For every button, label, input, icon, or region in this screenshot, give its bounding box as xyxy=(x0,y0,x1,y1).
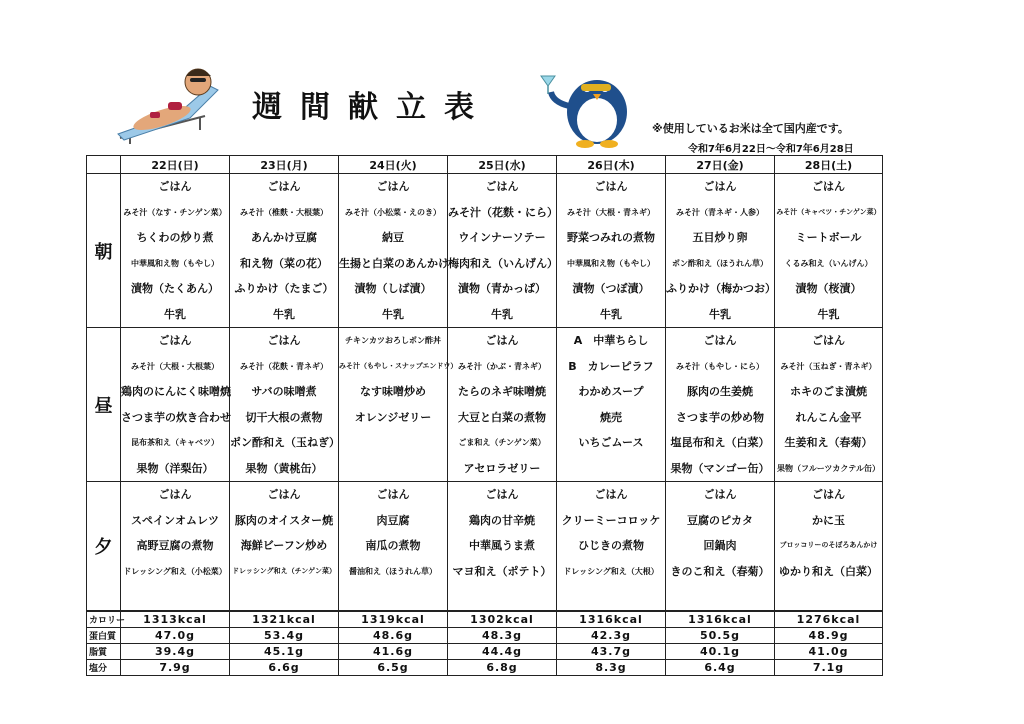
menu-item: 生揚と白菜のあんかけ xyxy=(339,256,449,270)
menu-item: あんかけ豆腐 xyxy=(251,231,317,244)
nutrition-row-calories xyxy=(87,611,883,628)
menu-cell xyxy=(775,174,883,328)
menu-item: 牛乳 xyxy=(273,307,295,321)
menu-item: ごはん xyxy=(485,488,519,501)
menu-item: 昆布茶和え（キャベツ） xyxy=(131,438,219,447)
nutrition-label: カロリー xyxy=(87,611,121,628)
menu-item: れんこん金平 xyxy=(795,410,862,424)
day-header: 26日(木) xyxy=(557,156,666,174)
menu-item: マヨ和え（ポテト） xyxy=(452,564,552,578)
menu-item: みそ汁（なす・チンゲン菜） xyxy=(123,207,227,217)
nutrition-value: 1316kcal xyxy=(666,611,775,628)
menu-item: ごはん xyxy=(703,180,737,193)
menu-item: 中華風うま煮 xyxy=(469,539,535,552)
menu-item: みそ汁（大根・青ネギ） xyxy=(567,207,655,217)
menu-item: みそ汁（花麩・にら） xyxy=(448,205,558,219)
nutrition-value: 41.0g xyxy=(775,643,883,659)
nutrition-value: 48.3g xyxy=(448,627,557,643)
menu-item: アセロラゼリー xyxy=(463,461,541,475)
menu-item: 牛乳 xyxy=(382,307,404,321)
nutrition-value: 47.0g xyxy=(121,627,230,643)
menu-cell xyxy=(448,482,557,611)
menu-item: いちごムース xyxy=(578,436,644,449)
nutrition-value: 6.4g xyxy=(666,659,775,675)
day-header: 22日(日) xyxy=(121,156,230,174)
menu-item: なす味噌炒め xyxy=(360,385,426,398)
dinner-row xyxy=(87,482,883,611)
nutrition-row-protein xyxy=(87,627,883,643)
meal-label-breakfast: 朝 xyxy=(87,174,121,328)
nutrition-value: 7.1g xyxy=(775,659,883,675)
menu-item: 高野豆腐の煮物 xyxy=(136,539,214,552)
nutrition-value: 53.4g xyxy=(230,627,339,643)
menu-item: 中華風和え物（もやし） xyxy=(567,258,655,268)
nutrition-value: 48.6g xyxy=(339,627,448,643)
menu-item: 海鮮ビーフン炒め xyxy=(240,539,328,552)
menu-item: 漬物（たくあん） xyxy=(131,282,219,295)
menu-item: ごはん xyxy=(703,334,737,347)
nutrition-value: 1316kcal xyxy=(557,611,666,628)
menu-item: ごはん xyxy=(812,488,845,501)
day-header: 24日(火) xyxy=(339,156,448,174)
nutrition-value: 1321kcal xyxy=(230,611,339,628)
menu-item: ドレッシング和え（小松菜） xyxy=(123,566,227,576)
menu-item: 牛乳 xyxy=(164,307,186,321)
menu-item: ドレッシング和え（大根） xyxy=(563,566,659,576)
menu-item: ちくわの炒り煮 xyxy=(136,231,214,244)
menu-item xyxy=(557,456,665,482)
menu-item: みそ汁（かぶ・青ネギ） xyxy=(458,361,546,371)
menu-cell xyxy=(448,328,557,482)
menu-item: くるみ和え（いんげん） xyxy=(784,258,873,268)
menu-cell xyxy=(339,482,448,611)
menu-item: かに玉 xyxy=(812,513,845,527)
menu-item: 牛乳 xyxy=(817,307,840,321)
menu-item: チキンカツおろしポン酢丼 xyxy=(345,336,441,345)
menu-item: 鶏肉のにんにく味噌焼 xyxy=(121,385,231,398)
menu-item xyxy=(775,584,882,610)
menu-item: 漬物（桜漬） xyxy=(795,282,862,295)
menu-item: サバの味噌煮 xyxy=(251,385,317,398)
menu-item: 焼売 xyxy=(600,410,622,424)
penguin-illustration xyxy=(535,62,645,152)
menu-item: 豚肉のオイスター焼 xyxy=(234,513,334,527)
menu-item: 和え物（菜の花） xyxy=(240,256,328,270)
menu-item: 生姜和え（春菊） xyxy=(784,436,873,449)
menu-item: 果物（フルーツカクテル缶） xyxy=(777,463,880,473)
menu-cell xyxy=(121,482,230,611)
menu-item: 南瓜の煮物 xyxy=(365,539,421,552)
nutrition-value: 1302kcal xyxy=(448,611,557,628)
menu-item: わかめスープ xyxy=(578,385,644,398)
nutrition-label: 脂質 xyxy=(87,643,121,659)
menu-item: 切干大根の煮物 xyxy=(245,410,323,424)
menu-item: ゆかり和え（白菜） xyxy=(779,564,878,578)
menu-item: B カレーピラフ xyxy=(568,359,654,373)
nutrition-value: 42.3g xyxy=(557,627,666,643)
nutrition-row-fat xyxy=(87,643,883,659)
breakfast-row xyxy=(87,174,883,328)
menu-cell xyxy=(230,328,339,482)
menu-item: 牛乳 xyxy=(709,307,731,321)
menu-item: 塩昆布和え（白菜） xyxy=(670,436,770,449)
meal-label-dinner: 夕 xyxy=(87,482,121,611)
menu-item: ごはん xyxy=(594,488,628,501)
menu-item: 五目炒り卵 xyxy=(692,231,748,244)
menu-item: たらのネギ味噌焼 xyxy=(458,385,546,398)
nutrition-label: 塩分 xyxy=(87,659,121,675)
menu-item: ごはん xyxy=(158,488,192,501)
nutrition-value: 39.4g xyxy=(121,643,230,659)
menu-item: 中華風和え物（もやし） xyxy=(131,258,219,268)
nutrition-value: 6.6g xyxy=(230,659,339,675)
nutrition-value: 41.6g xyxy=(339,643,448,659)
menu-item xyxy=(230,584,338,610)
day-header: 23日(月) xyxy=(230,156,339,174)
menu-item: 果物（黄桃缶） xyxy=(245,461,323,475)
menu-cell xyxy=(339,328,458,482)
weekly-menu-table xyxy=(86,155,883,676)
menu-item: ごはん xyxy=(485,180,519,193)
menu-item: ごはん xyxy=(267,180,301,193)
nutrition-value: 50.5g xyxy=(666,627,775,643)
nutrition-value: 44.4g xyxy=(448,643,557,659)
menu-item: 鶏肉の甘辛焼 xyxy=(469,513,535,527)
nutrition-value: 43.7g xyxy=(557,643,666,659)
nutrition-label: 蛋白質 xyxy=(87,627,121,643)
menu-item: ごはん xyxy=(703,488,737,501)
menu-item: 漬物（つぼ漬） xyxy=(572,282,650,295)
menu-cell xyxy=(121,328,230,482)
menu-item: ごはん xyxy=(812,334,845,347)
menu-item: A 中華ちらし xyxy=(573,334,649,347)
nutrition-value: 6.5g xyxy=(339,659,448,675)
menu-item: みそ汁（大根・大根葉） xyxy=(131,361,219,371)
nutrition-row-salt xyxy=(87,659,883,675)
menu-item: 漬物（しば漬） xyxy=(354,282,432,295)
menu-item: 醤油和え（ほうれん草） xyxy=(349,566,437,576)
menu-item: ごはん xyxy=(376,488,410,501)
menu-item: ごま和え（チンゲン菜） xyxy=(458,438,546,447)
menu-item: みそ汁（もやし・にら） xyxy=(676,361,764,371)
nutrition-value: 1276kcal xyxy=(775,611,883,628)
menu-item: きのこ和え（春菊） xyxy=(670,564,770,578)
menu-item: クリーミーコロッケ xyxy=(561,513,661,527)
menu-item: みそ汁（小松菜・えのき） xyxy=(345,207,441,217)
menu-item xyxy=(448,584,556,610)
nutrition-value: 8.3g xyxy=(557,659,666,675)
menu-item: ドレッシング和え（チンゲン菜） xyxy=(232,566,336,575)
menu-item: 野菜つみれの煮物 xyxy=(567,231,655,244)
menu-item: 納豆 xyxy=(382,231,404,244)
menu-item: ひじきの煮物 xyxy=(578,539,644,552)
menu-cell xyxy=(230,174,339,328)
nutrition-value: 6.8g xyxy=(448,659,557,675)
menu-item: さつま芋の炊き合わせ xyxy=(121,410,231,424)
menu-item: ふりかけ（たまご） xyxy=(234,282,334,295)
menu-item: スペインオムレツ xyxy=(131,513,219,527)
menu-item: オレンジゼリー xyxy=(354,410,432,424)
sunbathing-girl-illustration xyxy=(110,56,230,146)
date-range: 令和7年6月22日～令和7年6月28日 xyxy=(688,144,854,155)
day-header: 25日(水) xyxy=(448,156,557,174)
menu-item: ミートボール xyxy=(795,231,862,244)
menu-item: ごはん xyxy=(485,334,519,347)
menu-item: ブロッコリーのそぼろあんかけ xyxy=(779,541,878,549)
menu-item: ごはん xyxy=(267,488,301,501)
rice-origin-note: ※使用しているお米は全て国内産です。 xyxy=(652,122,849,135)
menu-item: みそ汁（椎麩・大根葉） xyxy=(240,207,328,217)
menu-item: 牛乳 xyxy=(491,307,513,321)
menu-cell xyxy=(448,174,557,328)
menu-cell xyxy=(775,482,883,611)
menu-item: 豚肉の生姜焼 xyxy=(687,385,753,398)
page-title: 週間献立表 xyxy=(252,90,492,125)
menu-item: みそ汁（青ネギ・人参） xyxy=(676,207,764,217)
meal-label-lunch: 昼 xyxy=(87,328,121,482)
menu-item: ホキのごま漬焼 xyxy=(790,385,867,398)
menu-item: みそ汁（花麩・青ネギ） xyxy=(240,361,328,371)
menu-item xyxy=(557,584,665,610)
menu-item: ふりかけ（梅かつお） xyxy=(666,282,776,295)
menu-item: ごはん xyxy=(812,180,845,193)
nutrition-value: 1319kcal xyxy=(339,611,448,628)
menu-cell xyxy=(666,174,775,328)
menu-cell xyxy=(230,482,339,611)
menu-item: ポン酢和え（ほうれん草） xyxy=(672,258,768,268)
nutrition-value: 40.1g xyxy=(666,643,775,659)
menu-cell xyxy=(557,174,666,328)
menu-item: 梅肉和え（いんげん） xyxy=(448,256,558,270)
menu-cell xyxy=(557,328,666,482)
nutrition-value: 45.1g xyxy=(230,643,339,659)
menu-item: ごはん xyxy=(594,180,628,193)
menu-item: みそ汁（もやし・スナップエンドウ） xyxy=(339,361,458,370)
menu-item: ごはん xyxy=(158,180,192,193)
menu-item: 果物（洋梨缶） xyxy=(136,461,214,475)
nutrition-value: 48.9g xyxy=(775,627,883,643)
menu-cell xyxy=(775,328,883,482)
menu-item: ウインナーソテー xyxy=(458,231,546,244)
menu-item xyxy=(339,584,447,610)
menu-item: みそ汁（玉ねぎ・青ネギ） xyxy=(780,361,877,371)
menu-item: さつま芋の炒め物 xyxy=(676,410,764,424)
menu-item: 牛乳 xyxy=(600,307,622,321)
menu-item xyxy=(666,584,774,610)
menu-item: ごはん xyxy=(158,334,192,347)
lunch-row xyxy=(87,328,883,482)
menu-item xyxy=(339,456,447,482)
menu-item: 肉豆腐 xyxy=(376,513,410,527)
menu-cell xyxy=(121,174,230,328)
menu-item xyxy=(339,430,447,456)
day-header: 28日(土) xyxy=(775,156,883,174)
menu-cell xyxy=(339,174,448,328)
menu-item: 豆腐のピカタ xyxy=(687,513,753,527)
menu-item: 大豆と白菜の煮物 xyxy=(458,410,546,424)
menu-cell xyxy=(557,482,666,611)
menu-item: 果物（マンゴー缶） xyxy=(670,461,770,475)
day-header: 27日(金) xyxy=(666,156,775,174)
menu-item: ごはん xyxy=(267,334,301,347)
menu-item: ポン酢和え（玉ねぎ） xyxy=(230,436,340,449)
day-header-row xyxy=(87,156,883,174)
menu-cell xyxy=(666,482,775,611)
menu-item: ごはん xyxy=(376,180,410,193)
menu-item: 回鍋肉 xyxy=(703,539,737,552)
menu-item: みそ汁（キャベツ・チンゲン菜） xyxy=(776,207,881,216)
menu-item: 漬物（青かっぱ） xyxy=(458,282,546,295)
menu-cell xyxy=(666,328,775,482)
menu-item xyxy=(121,584,229,610)
nutrition-value: 7.9g xyxy=(121,659,230,675)
nutrition-value: 1313kcal xyxy=(121,611,230,628)
corner-cell xyxy=(87,156,121,174)
